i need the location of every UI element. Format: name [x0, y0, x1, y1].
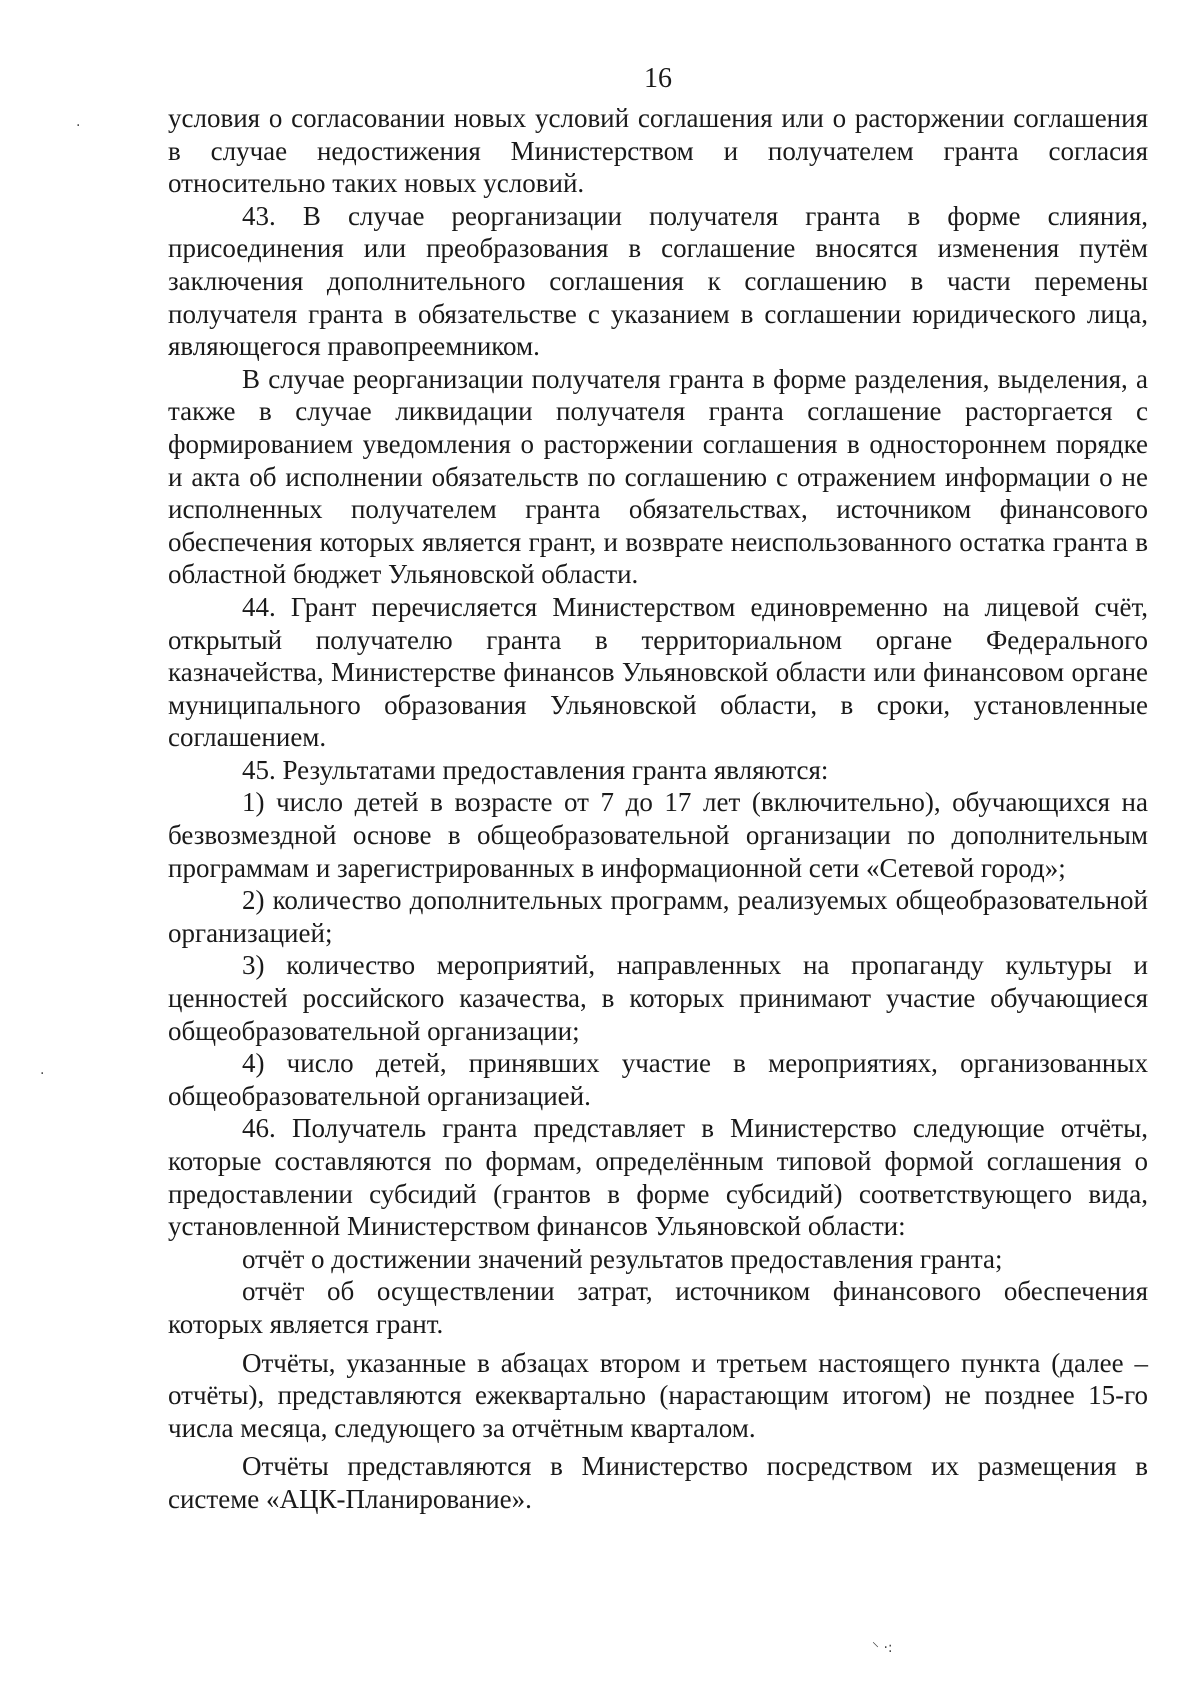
scan-speck: ⸌ ·:: [872, 1640, 893, 1656]
scan-speck: ·: [76, 118, 81, 134]
paragraph-reports-deadline: Отчёты, указанные в абзацах втором и третьем настоящего пункта (далее – отчёты), представляются ежеквартально (нарастающим итогом) не позднее 15-го числа месяца, следующего за отчётным кварталом.: [168, 1347, 1148, 1443]
paragraph-item-45: 45. Результатами предоставления гранта являются:: [242, 754, 829, 785]
list-item-result-4: 4) число детей, принявших участие в мероприятиях, организованных общеобразовательной организацией.: [168, 1048, 1148, 1111]
paragraph-reports-submission: Отчёты представляются в Министерство посредством их размещения в системе «АЦК-Планирование».: [168, 1451, 1148, 1514]
paragraph-continuation: условия о согласовании новых условий соглашения или о расторжении соглашения в случае недостижения Министерством и получателем гранта согласия относительно таких новых условий.: [168, 103, 1148, 199]
paragraph-item-46: 46. Получатель гранта представляет в Министерство следующие отчёты, которые составляются по формам, определённым типовой формой соглашения о предоставлении субсидий (грантов в форме субсидий) соответствующего вида, установленной Министерством финансов Ульяновской области:: [168, 1113, 1148, 1242]
list-item-result-2: 2) количество дополнительных программ, реализуемых общеобразовательной организацией;: [168, 885, 1148, 948]
paragraph-reorganization: В случае реорганизации получателя гранта в форме разделения, выделения, а также в случае ликвидации получателя гранта соглашение расторгается с формированием уведомления о расторжении соглашения в одностороннем порядке и акта об исполнении обязательств по соглашению с отражением информации о не исполненных получателем гранта обязательствах, источником финансового обеспечения которых является грант, и возврате неиспользованного остатка гранта в областной бюджет Ульяновской области.: [168, 363, 1148, 590]
paragraph-item-43: 43. В случае реорганизации получателя гранта в форме слияния, присоединения или преобразования в соглашение вносятся изменения путём заключения дополнительного соглашения к соглашению в части перемены получателя гранта в обязательстве с указанием в соглашении юридического лица, являющегося правопреемником.: [168, 200, 1148, 362]
list-item-result-3: 3) количество мероприятий, направленных на пропаганду культуры и ценностей российского казачества, в которых принимают участие обучающиеся общеобразовательной организации;: [168, 950, 1148, 1046]
paragraph-item-44: 44. Грант перечисляется Министерством единовременно на лицевой счёт, открытый получателю гранта в территориальном органе Федерального казначейства, Министерстве финансов Ульяновской области или финансовом органе муниципального образования Ульяновской области, в сроки, установленные соглашением.: [168, 591, 1148, 753]
page-number: 16: [644, 63, 672, 94]
scan-speck: ·: [40, 1066, 45, 1082]
document-page: [168, 58, 1148, 1516]
report-item-expenses: отчёт об осуществлении затрат, источником финансового обеспечения которых является грант.: [168, 1276, 1148, 1339]
list-item-result-1: 1) число детей в возрасте от 7 до 17 лет (включительно), обучающихся на безвозмездной основе в общеобразовательной организации по дополнительным программам и зарегистрированных в информационной сети «Сетевой город»;: [168, 787, 1148, 883]
report-item-results: отчёт о достижении значений результатов предоставления гранта;: [242, 1243, 1003, 1274]
